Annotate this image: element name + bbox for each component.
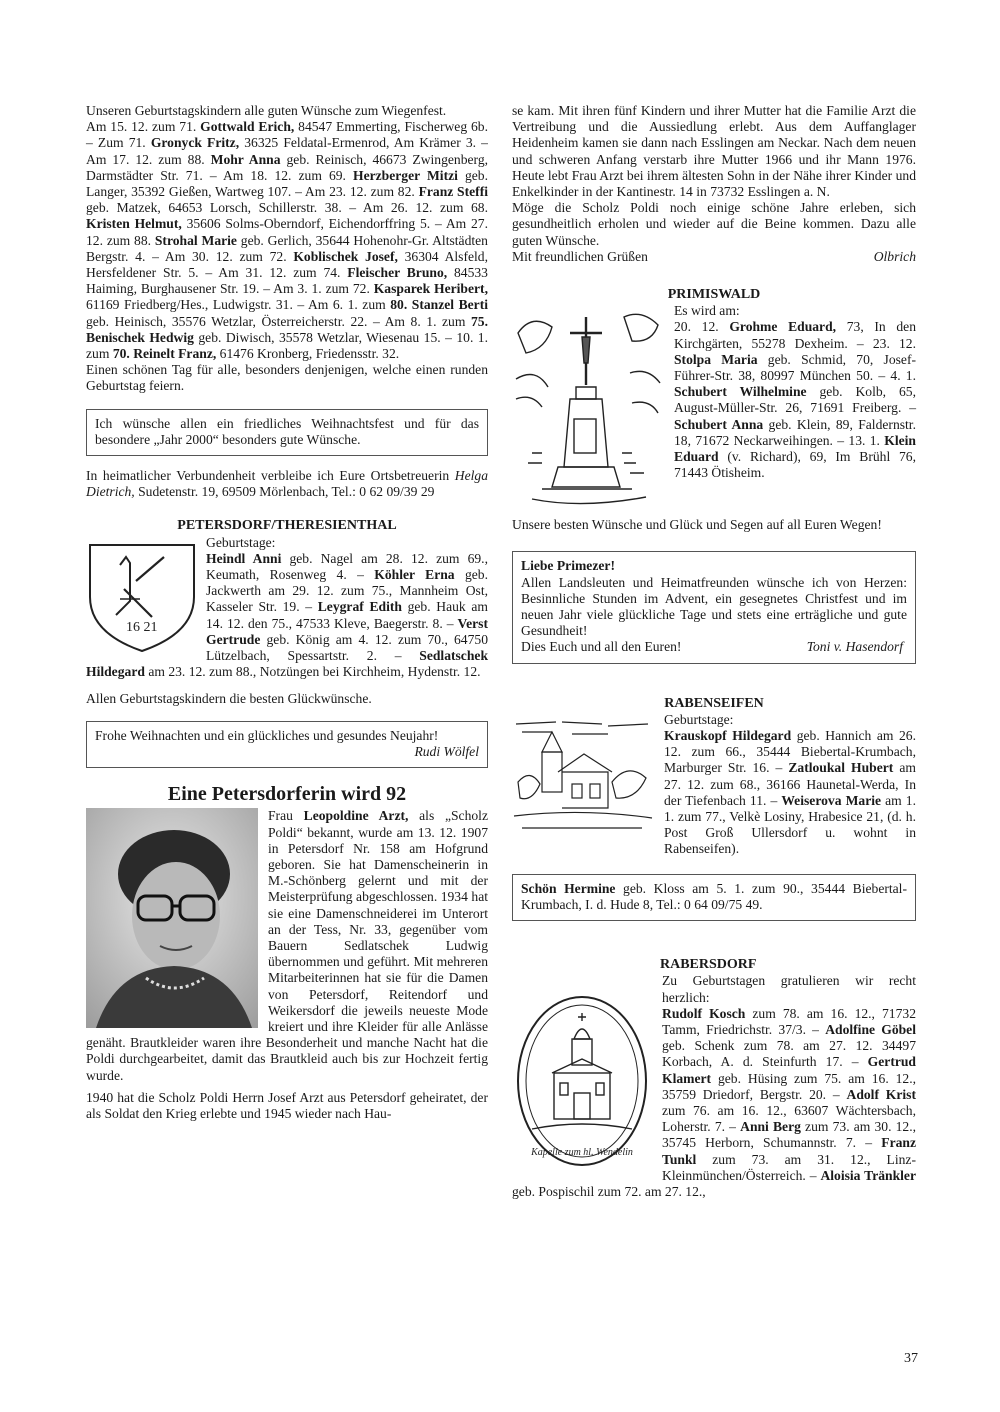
- bold-name-run: 80. Stanzel Berti: [390, 297, 489, 313]
- new-year-signature: Rudi Wölfel: [414, 743, 479, 759]
- bold-name-run: Sedlatschek Hildegard: [86, 648, 488, 680]
- text-run: als „Scholz Poldi“ bekannt, wurde am 13. 12. 1907 in Petersdorf Nr. 158 am Hofgrund geboren. Sie hat Damenscheinerin in M.-Schönberg gelernt und mit der Meisterprüfung abgeschlossen. 1934 hat sie eine Damenschneiderei im Unterort an der Tess, Nr. 33, gegenüber vom Bauern Sedlatschek Ludwig übernommen und geführt. Mit mehreren Mitarbeiterinnen hat sie für die Damen von Petersdorf, Reitendorf und Weikersdorf die jeweils neueste Mode kreiert und ihre Kleider für alle Anlässe genäht. Brautkleider waren ihre Besonderheit und manche Nacht hat die Poldi durchgearbeitet, damit das Brautkleid auch bis zur Hochzeit fertig wurde.: [86, 808, 488, 1083]
- bold-name-run: Mohr Anna: [210, 151, 281, 167]
- portrait-photo: [86, 808, 262, 1030]
- cross-monument-icon: [512, 303, 664, 515]
- closing-text-a: In heimatlicher Verbundenheit verbleibe ich Eure Ortsbetreuerin: [86, 468, 455, 484]
- text-run: geb. Kolb, 65, August-Müller-Str. 26, 71691 Freiberg. –: [674, 384, 916, 416]
- bold-name-run: Schubert Wilhelmine: [674, 384, 807, 400]
- bold-name-run: Gertrud Klamert: [662, 1054, 916, 1086]
- christmas-greeting-text: Ich wünsche allen ein friedliches Weihnachtsfest und für das besondere „Jahr 2000“ besonders gute Wünsche.: [95, 415, 479, 447]
- bold-name-run: Leygraf Edith: [317, 599, 402, 615]
- text-run: geb. Gerlich, 35644 Hohenohr-Gr. Altstädten Bergstr. 4. – Am 30. 12. zum 72.: [86, 232, 488, 264]
- village-church-illustration: [512, 712, 658, 842]
- article-greeting: [512, 249, 916, 265]
- rabenseifen-heading: RABENSEIFEN: [664, 695, 764, 711]
- text-run: zum 73. am 30. 12., 35745 Herborn, Schumannstr. 7. –: [662, 1119, 917, 1151]
- article-section: [86, 808, 488, 1083]
- greeting-text: Mit freundlichen Grüßen: [512, 248, 648, 264]
- bold-name-run: Gottwald Erich,: [200, 119, 295, 135]
- emblem-caption: Kapelle zum hl. Wendelin: [531, 1147, 633, 1159]
- text-run: geb. Reinisch, 46673 Zwingenberg, Darmstädter Str. 71. – Am 18. 12. zum 69.: [86, 151, 489, 183]
- primezer-greeting-box: [512, 551, 916, 663]
- petersdorf-closing: Allen Geburtstagskindern die besten Glückwünsche.: [86, 690, 372, 706]
- primezer-greeting-text: Allen Landsleuten und Heimatfreunden wünsche ich von Herzen: Besinnliche Stunden im Advent, ein gesegnetes Christfest und im neuen Jahr viele glückliche Tage und stets eine erträgliche und gute Gesundheit!: [521, 574, 907, 639]
- text-run: 84547 Emmerting, Fischerweg 6b. – Zum 71.: [86, 119, 488, 151]
- schoen-hermine-box: [512, 874, 916, 921]
- left-column: [86, 103, 488, 1122]
- church-sketch-icon: [512, 712, 654, 840]
- petersdorf-shield-emblem: [86, 537, 202, 661]
- text-run: geb. Hüsing zum 75. am 16. 12., 35759 Driedorf, Bergstr. 20. –: [662, 1070, 916, 1102]
- text-run: geb. Heinisch, 35576 Wetzlar, Österreicherstr. 22. – Am 8. 1. zum: [86, 313, 471, 329]
- article-continuation: se kam. Mit ihren fünf Kindern und ihrer Mutter hat die Familie Arzt die Vertreibung und die Aussiedlung erlebt. Aus dem Auffanglager Heidenheim kamen sie dann nach Esslingen am Neckar. Nach dem neuen und schweren Anfang verstarb ihre Mutter 1966 und ihr Mann 1976. Heute lebt Frau Arzt bei ihrem ältesten Sohn in der Nähe ihrer Kinder und Enkelkinder in der Kantinestr. 14 in 73732 Esslingen a. N.: [512, 103, 916, 200]
- text-run: Zu Geburtstagen gratulieren wir recht herzlich:: [662, 973, 916, 1005]
- text-run: 73, In den Kirchgärten, 55278 Dexheim. – 23. 12.: [674, 319, 917, 351]
- article-wish: Möge die Scholz Poldi noch einige schöne Jahre erleben, sich gesundheitlich erholen und wieder auf die Beine kommen. Dazu alle guten Wünsche.: [512, 200, 916, 248]
- bold-name-run: Stolpa Maria: [674, 351, 758, 367]
- birthday-intro: Unseren Geburtstagskindern alle guten Wünsche zum Wiegenfest.: [86, 103, 447, 118]
- text-run: geb. Kloss am 5. 1. zum 90., 35444 Biebertal-Krumbach, I. d. Hude 8, Tel.: 0 64 09/75 49.: [521, 880, 907, 912]
- bold-name-run: Kristen Helmut,: [86, 216, 182, 232]
- bold-name-run: Adolf Krist: [846, 1086, 916, 1102]
- bold-name-run: Krauskopf Hildegard: [664, 728, 792, 744]
- schoen-hermine-text: [521, 881, 907, 913]
- christmas-greeting-box: [86, 409, 488, 456]
- text-run: zum 76. am 16. 12., 63607 Wächtersbach, Loherstr. 7. –: [662, 1102, 916, 1135]
- bold-name-run: Adolfine Göbel: [825, 1021, 916, 1037]
- text-run: 20. 12.: [674, 319, 730, 335]
- ortsbetreuerin-name: Helga Dietrich,: [86, 468, 488, 500]
- bold-name-run: Schön Hermine: [521, 880, 616, 896]
- greeting-signature: Olbrich: [873, 248, 916, 264]
- bold-name-run: 70. Reinelt Franz,: [112, 346, 217, 362]
- bold-name-run: Grohme Eduard,: [729, 319, 837, 335]
- text-run: zum 73. am 31. 12., Linz-Kleinmünchen/Österreich. –: [662, 1151, 916, 1183]
- petersdorf-heading: PETERSDORF/THERESIENTHAL: [177, 518, 397, 534]
- shield-year-text: 16 21: [126, 619, 158, 635]
- text-run: 61476 Kronberg, Friedensstr. 32.: [216, 346, 400, 362]
- bold-name-run: Schubert Anna: [674, 416, 764, 432]
- text-run: geb. Diwisch, 35578 Wetzlar, Wiesenau 15. – 10. 1. zum: [86, 329, 488, 362]
- bold-name-run: Leopoldine Arzt,: [303, 808, 409, 824]
- bold-name-run: Aloisia Tränkler: [820, 1167, 916, 1183]
- bold-name-run: Franz Tunkl: [662, 1135, 916, 1167]
- bold-name-run: Anni Berg: [740, 1119, 801, 1135]
- article-title: Eine Petersdorferin wird 92: [167, 783, 407, 806]
- text-run: geb. Jackwerth am 29. 12. zum 75., Mannheim Ost, Kasseler Str. 19. –: [206, 567, 488, 615]
- bold-name-run: Herzberger Mitzi: [353, 167, 458, 183]
- bold-name-run: Heindl Anni: [206, 550, 282, 566]
- ortsbetreuerin-closing: [86, 468, 488, 500]
- primezer-signature: Toni v. Hasendorf: [806, 639, 903, 655]
- primiswald-section: [512, 303, 916, 517]
- petersdorf-section: [86, 535, 488, 681]
- text-run: 36304 Alsfeld, Hersfeldener Str. 5. – Am 31. 12. zum 74.: [86, 248, 488, 281]
- shield-icon: [86, 537, 198, 655]
- text-run: geb. Klein, 89, Faldernstr. 18, 71672 Neckarweihingen. – 13. 1.: [674, 416, 916, 448]
- rabersdorf-section: [512, 973, 916, 1200]
- chapel-emblem: [512, 989, 658, 1175]
- text-run: Am 15. 12. zum 71.: [86, 119, 201, 135]
- bold-name-run: Fleischer Bruno,: [347, 265, 448, 281]
- text-run: Geburtstage:: [664, 711, 734, 727]
- text-run: am 27. 12. zum 68., 36166 Haunetal-Werda, In der Tiefenbach 11. –: [664, 760, 916, 808]
- bold-name-run: Klein Eduard: [674, 432, 916, 465]
- text-run: geb. König am 4. 12. zum 70., 64750 Lützelbach, Spessartstr. 2. –: [206, 631, 488, 664]
- text-run: 61169 Friedberg/Hes., Ludwigstr. 31. – Am 6. 1. zum: [86, 297, 391, 313]
- new-year-greeting-box: [86, 721, 488, 768]
- bold-name-run: Gronyck Fritz,: [150, 135, 240, 151]
- text-run: Es wird am:: [674, 303, 740, 319]
- text-run: geb. Schenk zum 78. am 27. 12. 34497 Korbach, A. d. Steinfurth 17. –: [662, 1038, 916, 1070]
- primiswald-closing: Unsere besten Wünsche und Glück und Segen auf all Euren Wegen!: [512, 517, 882, 533]
- text-run: geb. Pospischil zum 72. am 27. 12.,: [512, 1183, 706, 1199]
- bold-name-run: Zatloukal Hubert: [788, 760, 894, 776]
- new-year-text: Frohe Weihnachten und ein glückliches und gesundes Neujahr!: [95, 727, 439, 743]
- primezer-last-line: Dies Euch und all den Euren!: [521, 639, 682, 655]
- text-run: geb. Langer, 35392 Gießen, Wartweg 107. – Am 23. 12. zum 82.: [86, 167, 489, 200]
- primezer-greeting-last: [521, 639, 907, 655]
- wayside-cross-illustration: [512, 303, 668, 517]
- new-year-greeting-text: [95, 727, 479, 759]
- closing-text-b: Sudetenstr. 19, 69509 Mörlenbach, Tel.: 0 62 09/39 29: [134, 484, 435, 500]
- petersdorf-subheading: Geburtstage:: [206, 534, 276, 550]
- text-run: 35606 Solms-Oberndorf, Eichendorffring 5. – Am 27. 12. zum 88.: [86, 216, 488, 248]
- bold-name-run: Koblischek Josef,: [293, 248, 398, 264]
- text-run: 36325 Feldatal-Ermenrod, Am Krämer 3. – Am 17. 12. zum 88.: [86, 135, 488, 167]
- bold-name-run: Franz Steffi: [418, 184, 489, 200]
- chapel-emblem-icon: [512, 989, 652, 1169]
- rabersdorf-heading: RABERSDORF: [660, 957, 757, 973]
- bold-name-run: Rudolf Kosch: [662, 1005, 746, 1021]
- text-run: Frau: [268, 808, 304, 824]
- birthday-closing: Einen schönen Tag für alle, besonders denjenigen, welche einen runden Geburtstag feiern.: [86, 362, 488, 394]
- bold-name-run: Kasparek Heribert,: [373, 281, 488, 297]
- text-run: geb. Nagel am 28. 12. zum 69., Keumath, Rosenweg 4. –: [206, 550, 488, 583]
- bold-name-run: Verst Gertrude: [206, 615, 488, 647]
- text-run: geb. Hauk am 14. 12. den 75., 47533 Kleve, Baegerstr. 8. –: [206, 599, 488, 631]
- text-run: am 1. 1. zum 77., Velkè Losiny, Hrabesice 21, (d. h. Post Groß Ullersdorf u. wohnt in Rabenseifen).: [664, 792, 916, 857]
- bold-name-run: Weiserova Marie: [781, 792, 882, 808]
- right-column: [512, 103, 916, 1200]
- text-run: am 23. 12. zum 88., Notzüngen bei Kirchheim, Hydenstr. 12.: [144, 664, 481, 680]
- rabenseifen-section: [512, 712, 916, 858]
- primiswald-heading: PRIMISWALD: [667, 287, 761, 303]
- text-run: geb. Matzek, 64653 Lorsch, Schillerstr. 38. – Am 26. 12. zum 68.: [86, 200, 488, 216]
- primezer-greeting-heading: Liebe Primezer!: [521, 558, 615, 574]
- page-number: 37: [904, 1351, 918, 1366]
- text-run: geb. Hannich am 26. 12. zum 66., 35444 Biebertal-Krumbach, Marburger Str. 16. –: [664, 728, 916, 776]
- article-paragraph-2: 1940 hat die Scholz Poldi Herrn Josef Arzt aus Petersdorf geheiratet, der als Soldat den Krieg erlebte und 1945 wieder nach Hau-: [86, 1089, 488, 1121]
- text-run: geb. Schmid, 70, Josef-Führer-Str. 38, 80997 München 50. – 4. 1.: [674, 351, 917, 384]
- bold-name-run: Strohal Marie: [154, 232, 237, 248]
- bold-name-run: 75. Benischek Hedwig: [86, 313, 488, 345]
- text-run: 84533 Haiming, Burghausener Str. 19. – Am 3. 1. zum 72.: [86, 265, 488, 297]
- birthday-list: [86, 119, 488, 362]
- bold-name-run: Köhler Erna: [374, 567, 455, 583]
- text-run: zum 78. am 16. 12., 71732 Tamm, Friedrichstr. 37/3. –: [662, 1005, 916, 1037]
- text-run: (v. Richard), 69, Im Brühl 76, 71443 Ötisheim.: [674, 449, 916, 481]
- portrait-image: [86, 808, 258, 1028]
